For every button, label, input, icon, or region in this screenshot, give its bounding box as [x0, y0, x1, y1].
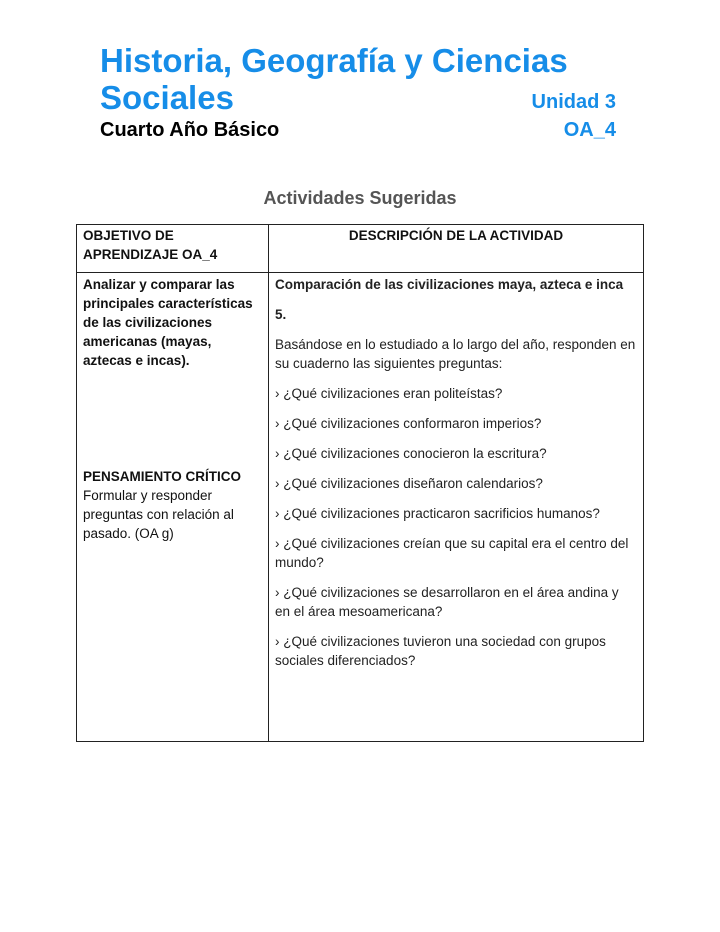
activity-title: Comparación de las civilizaciones maya, azteca e inca — [275, 277, 624, 292]
description-cell — [269, 273, 644, 742]
section-title: Actividades Sugeridas — [263, 188, 457, 208]
activity-number: 5. — [275, 307, 287, 322]
header-objective: OBJETIVO DE APRENDIZAJE OA_4 — [77, 225, 269, 273]
question-item: › ¿Qué civilizaciones se desarrollaron en el área andina y en el área mesoamericana? — [275, 585, 619, 619]
question-item: › ¿Qué civilizaciones diseñaron calendarios? — [275, 476, 543, 491]
question-item: › ¿Qué civilizaciones conformaron imperios? — [275, 416, 542, 431]
table-row — [77, 273, 644, 742]
header-description: DESCRIPCIÓN DE LA ACTIVIDAD — [269, 225, 644, 273]
question-item: › ¿Qué civilizaciones creían que su capital era el centro del mundo? — [275, 536, 629, 570]
document-title: Historia, Geografía y Ciencias Sociales — [100, 42, 568, 116]
objective-cell — [77, 273, 269, 742]
skill-text: Formular y responder preguntas con relación al pasado. (OA g) — [83, 488, 234, 541]
activities-table — [76, 224, 644, 742]
objective-text: Analizar y comparar las principales características de las civilizaciones americanas (mayas, aztecas e incas). — [83, 277, 253, 368]
oa-label: OA_4 — [563, 119, 616, 141]
question-item: › ¿Qué civilizaciones tuvieron una sociedad con grupos sociales diferenciados? — [275, 634, 606, 668]
unit-label: Unidad 3 — [531, 91, 616, 113]
skill-title: PENSAMIENTO CRÍTICO — [83, 469, 242, 484]
question-item: › ¿Qué civilizaciones eran politeístas? — [275, 386, 503, 401]
table-header-row — [77, 225, 644, 273]
question-item: › ¿Qué civilizaciones practicaron sacrificios humanos? — [275, 506, 600, 521]
grade-label: Cuarto Año Básico — [100, 119, 280, 141]
activity-intro: Basándose en lo estudiado a lo largo del año, responden en su cuaderno las siguientes preguntas: — [275, 337, 636, 371]
question-item: › ¿Qué civilizaciones conocieron la escritura? — [275, 446, 547, 461]
